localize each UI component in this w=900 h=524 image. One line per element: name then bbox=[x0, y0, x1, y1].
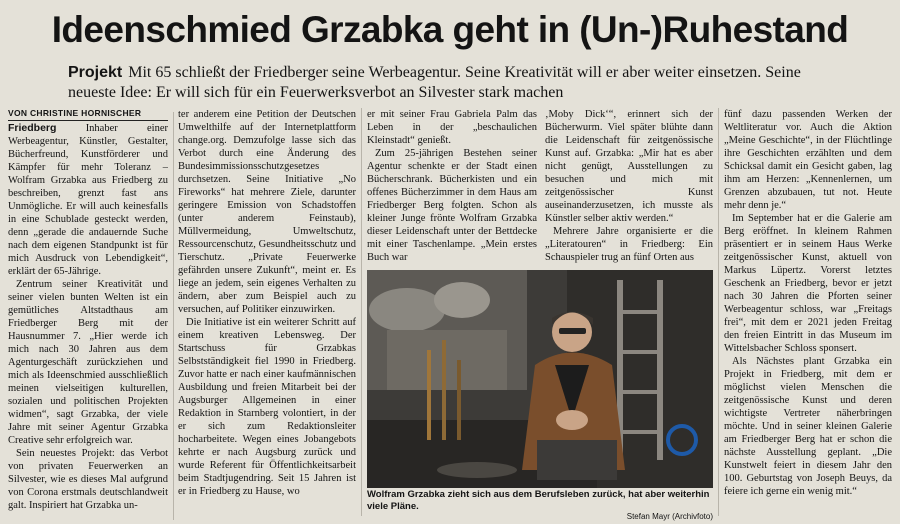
subheadline bbox=[68, 63, 848, 103]
article-column-5 bbox=[724, 108, 892, 522]
photo-illustration bbox=[367, 270, 713, 488]
paragraph: ‚Moby Dick‘“, erinnert sich der Bücherwurm. Viel später blühte dann die Leidenschaft für zeitgenössische Kunst auf. Grzabka: „Mir hat es aber nicht genügt, Ausstellungen zu besuchen und mich mit zeitgenössischer Kunst auseinanderzusetzen, ich musste als Künstler selber aktiv werden.“ bbox=[545, 109, 713, 224]
photo-caption: Wolfram Grzabka zieht sich aus dem Berufsleben zurück, hat aber weiterhin viele Pläne. bbox=[367, 489, 710, 512]
paragraph: Zum 25-jährigen Bestehen seiner Agentur schenkte er der Stadt einen Bücherschrank. Bücherkisten und ein offenes Bücherzimmer in dem Haus am Friedberger Berg folgten. Schon als kleiner Junge frönte Wolfram Grzabka dieser Leidenschaft unter der Bettdecke mit einer Taschenlampe. „Mein erstes Buch war bbox=[367, 148, 537, 263]
headline: Ideenschmied Grzabka geht in (Un-)Ruhestand bbox=[51, 9, 849, 50]
article-column-3 bbox=[367, 108, 537, 268]
paragraph: Sein neuestes Projekt: das Verbot von privaten Feuerwerken an Silvester, wie es dieses Mal aufgrund von Corona erstmals deutschlandweit galt. Inspiriert hat Grzabka un- bbox=[8, 448, 168, 511]
article-column-4 bbox=[545, 108, 713, 268]
article-column-1 bbox=[8, 122, 168, 522]
article-photo bbox=[367, 270, 713, 488]
column-divider bbox=[361, 108, 362, 516]
paragraph: Im September hat er die Galerie am Berg eröffnet. In kleinem Rahmen präsentiert er in seinem Haus Werke zeitgenössischer Kunst, aktuell von Markus Lüpertz. Vorerst letztes Geschenk an Friedberg, bevor er jetzt nach 30 Jahren die Pforten seiner Werbeagentur schloss, war „Freitags frei“, mit dem er 2021 jeden Freitag den freien Eintritt in das Museum im Wittelsbacher Schloss sponsert. bbox=[724, 213, 892, 354]
column-divider bbox=[173, 112, 174, 520]
column-divider bbox=[718, 108, 719, 516]
paragraph: Mehrere Jahre organisierte er die „Literatouren“ in Friedberg: Ein Schauspieler trug an fünf Orten aus bbox=[545, 226, 713, 263]
paragraph: fünf dazu passenden Werken der Weltliteratur vor. Auch die Aktion „Meine Geschichte“, in der Flüchtlinge ihre Geschichten erzählten und dem Schicksal damit ein Gesicht gaben, lag ihm am Herzen: „Kennenlernen, um Grenzen abzubauen, tut not. Heute mehr denn je.“ bbox=[724, 109, 892, 211]
subheadline-text: Mit 65 schließt der Friedberger seine Werbeagentur. Seine Kreativität will er aber weiter einsetzen. Seine neueste Idee: Er will sich für ein Feuerwerksverbot an Silvester stark machen bbox=[68, 64, 801, 101]
photo-credit: Stefan Mayr (Archivfoto) bbox=[626, 512, 713, 521]
paragraph: Als Nächstes plant Grzabka ein Projekt in Friedberg, mit dem er möglichst vielen Menschen die zeitgenössische Kunst und deren wichtigste Vertreter näherbringen möchte. Und in seiner kleinen Galerie am Friedberger Berg hat er schon die nächste Ausstellung geplant. „Die Kunstwelt feiert in diesem Jahr den 100. Geburtstag von Joseph Beuys, da feiere ich gerne ein wenig mit.“ bbox=[724, 356, 892, 497]
byline: VON CHRISTINE HORNISCHER bbox=[8, 108, 168, 121]
paragraph: ter anderem eine Petition der Deutschen Umwelthilfe auf der Internetplattform change.org. Demzufolge lasse sich das Verbot durch eine Änderung des Bundesimmissionsschutzgesetzes durchsetzen. Seine Initiative „No Fireworks“ hat mehrere Ziele, darunter geringere Emission von Schadstoffen (unter anderem Feinstaub), Müllvermeidung, Umweltschutz, Ressourcenschutz, Gesundheitsschutz und Tierschutz. „Private Feuerwerke gefährden unsere Zukunft“, meint er. Es liege an jedem, sein eigenes Verhalten zu ändern, aber zum Beispiel auch zu versuchen, auf Politiker einzuwirken. bbox=[178, 109, 356, 315]
paragraph: er mit seiner Frau Gabriela Palm das Leben in der „beschaulichen Kleinstadt“ genießt. bbox=[367, 109, 537, 146]
paragraph: Die Initiative ist ein weiterer Schritt auf einem kreativen Lebensweg. Der Startschuss für Grzabkas Selbstständigkeit fiel 1990 in Friedberg. Zuvor hatte er nach einer kaufmännischen Ausbildung und freien Mitarbeit bei der Augsburger Allgemeinen in einer Redaktion in Starnberg volontiert, in der er sich zum Redaktionsleiter hocharbeitete. Wegen eines Jobangebots kehrte er nach Augsburg zurück und wurde Referent für Öffentlichkeitsarbeit beim Stadtjugendring. Seit 15 Jahren ist er in Friedberg zu Hause, wo bbox=[178, 317, 356, 497]
dateline: Friedberg bbox=[8, 122, 57, 134]
kicker: Projekt bbox=[68, 64, 123, 81]
paragraph: Friedberg Inhaber einer Werbeagentur, Künstler, Gestalter, Bücherfreund, Kunstförderer und Kämpfer für mehr Toleranz – Wolfram Grzabka aus Friedberg zu beschreiben, grenzt fast ans Unmögliche. Er will auch keinesfalls in eine Schublade gesteckt werden, denn „gerade die andauernde Suche nach dem eigenen Standpunkt ist für mich Ausdruck von Lebendigkeit“, erklärt der 65-Jährige. bbox=[8, 122, 168, 277]
article-column-2 bbox=[178, 108, 356, 522]
paragraph: Zentrum seiner Kreativität und seiner vielen bunten Welten ist ein gemütliches Altstadthaus am Friedberger Berg mit der Hausnummer 7. „Hier werde ich mich nach 30 Jahren aus dem Agenturgeschäft zurückziehen und mich als Ideenschmied ausschließlich meinen vielseitigen kulturellen, sozialen und politischen Projekten widmen“, sagt Grzabka, der viele Jahre mit seiner Agentur Grzabka Creative sehr erfolgreich war. bbox=[8, 279, 168, 446]
